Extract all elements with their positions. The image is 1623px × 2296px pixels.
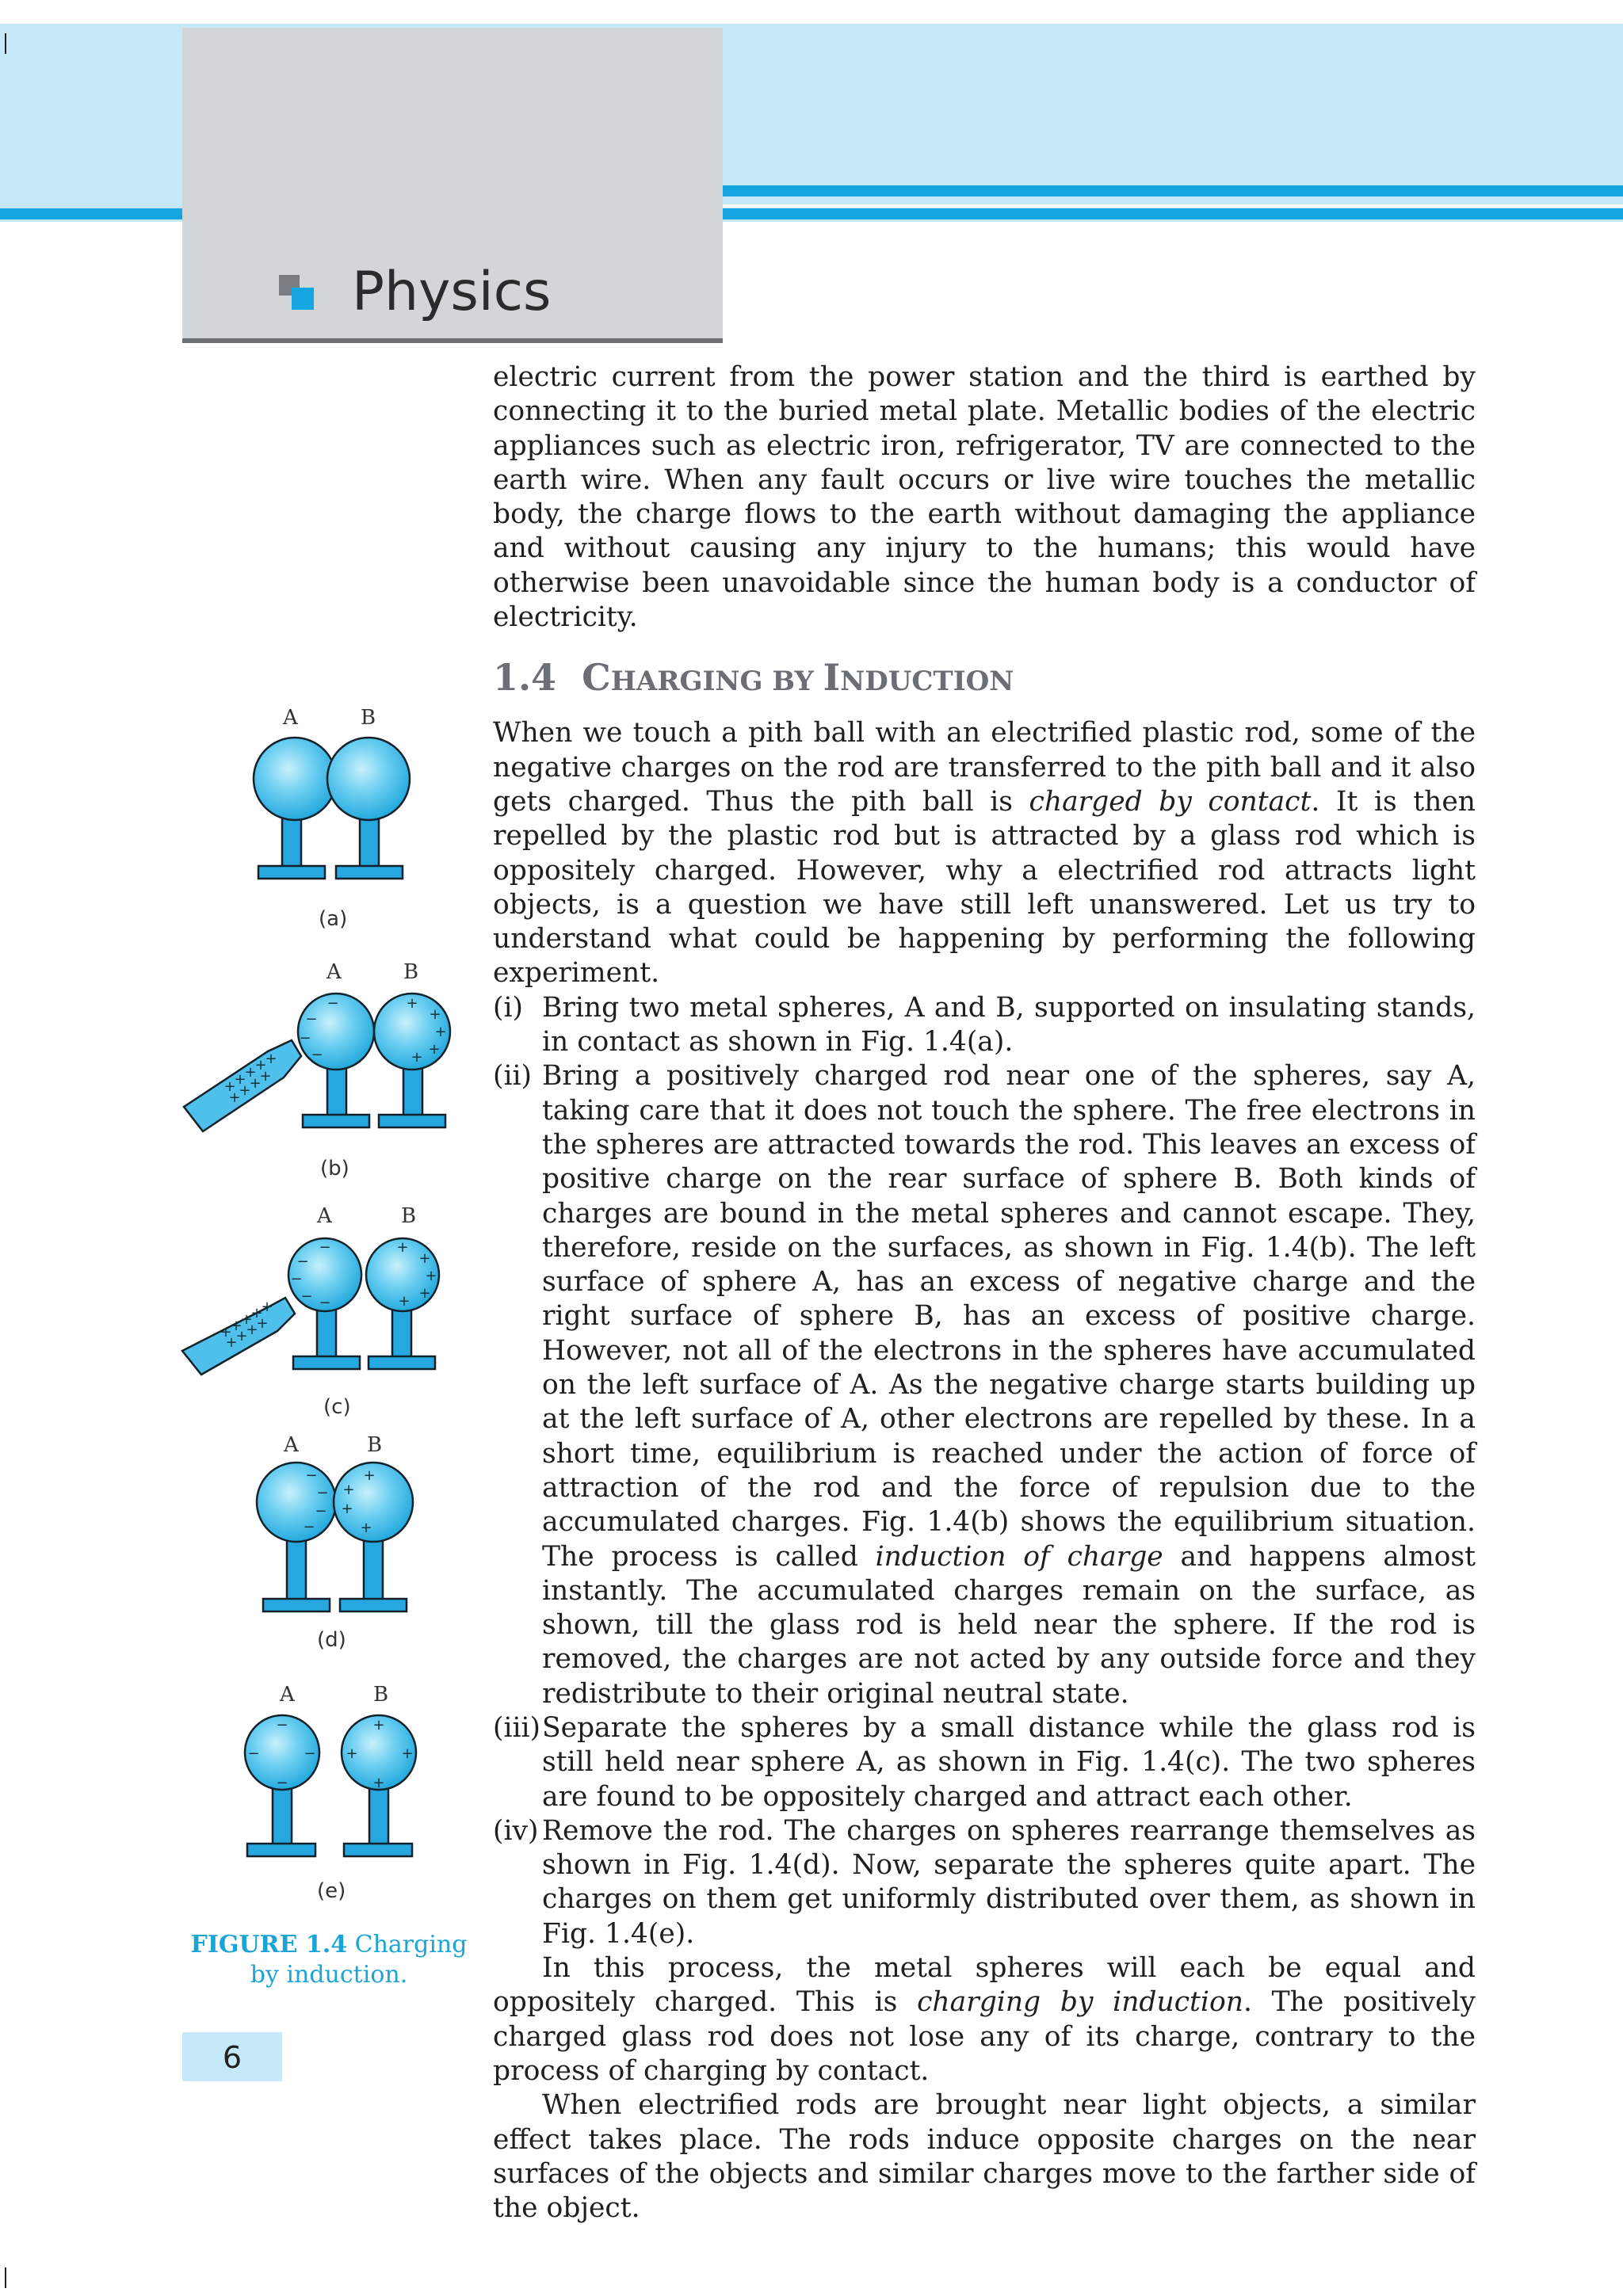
svg-text:+: +: [228, 1089, 241, 1106]
svg-text:−: −: [316, 1485, 329, 1501]
svg-text:+: +: [346, 1745, 358, 1762]
svg-text:−: −: [305, 1467, 318, 1484]
section-title-part: C: [582, 656, 611, 700]
label-sphere-b: B: [361, 706, 376, 730]
svg-text:−: −: [304, 1745, 316, 1762]
step-number: (iii): [493, 1711, 541, 1744]
svg-text:+: +: [244, 1064, 257, 1081]
label-sphere-b: B: [401, 1204, 417, 1228]
svg-text:−: −: [311, 1047, 323, 1063]
svg-text:−: −: [315, 1503, 327, 1520]
svg-text:+: +: [372, 1717, 385, 1733]
step-text: Bring two metal spheres, A and B, supported on insulating stands, in contact as shown in Fig. 1.4(a).: [542, 991, 1476, 1058]
svg-text:+: +: [223, 1078, 236, 1095]
svg-text:+: +: [250, 1305, 263, 1322]
svg-text:+: +: [220, 1324, 232, 1341]
svg-text:+: +: [418, 1285, 431, 1302]
subfigure-label-b: (b): [320, 1157, 349, 1180]
step-number: (i): [493, 991, 523, 1024]
svg-text:+: +: [225, 1334, 238, 1351]
figure-a-apparatus: [254, 738, 410, 879]
svg-text:−: −: [247, 1745, 260, 1762]
svg-text:+: +: [418, 1250, 431, 1267]
text-run: . It is then repelled by the plastic rod but is attracted by a glass rod which is oppositely charged. However, why a electrified rod attracts light objects, is a question we have still left unanswered. Let us try to understand what could be happening by performing the following experiment.: [493, 785, 1476, 990]
emphasis-text: induction of charge: [875, 1540, 1163, 1573]
figure-caption-text: Charging by induction.: [250, 1931, 468, 1989]
step-text: Separate the spheres by a small distance while the glass rod is still held near sphere A, as shown in Fig. 1.4(c). The two spheres are found to be oppositely charged and attract each other.: [542, 1711, 1476, 1813]
label-sphere-a: A: [280, 1683, 295, 1707]
label-sphere-b: B: [403, 960, 419, 984]
svg-text:+: +: [401, 1745, 414, 1762]
svg-text:+: +: [411, 1049, 423, 1066]
figure-caption-number: FIGURE 1.4: [190, 1931, 348, 1958]
svg-text:−: −: [305, 1011, 318, 1028]
svg-text:−: −: [299, 1030, 311, 1047]
label-sphere-b: B: [373, 1683, 389, 1707]
paragraph-light-objects: When electrified rods are brought near light objects, a similar effect takes place. The rods induce opposite charges on the near surfaces of the objects and similar charges move to the farther side of the object.: [493, 2089, 1476, 2225]
svg-text:+: +: [256, 1315, 269, 1332]
svg-text:+: +: [259, 1068, 272, 1085]
step-number: (iv): [493, 1814, 539, 1847]
svg-text:+: +: [234, 1071, 246, 1088]
section-title-part: NDUCTION: [840, 666, 1014, 698]
step-text: Remove the rod. The charges on spheres rearrange themselves as shown in Fig. 1.4(d). Now, separate the spheres quite apart. The charges on them get uniformly distributed over them, as shown in Fig. 1.4(e).: [542, 1814, 1476, 1950]
section-title-part: I: [823, 656, 841, 700]
svg-text:+: +: [429, 1006, 441, 1023]
step-text: and happens almost instantly. The accumulated charges remain on the surface, as shown, till the glass rod is held near the sphere. If the rod is removed, the charges are not acted by any outside force and they redistribute to their original neutral state.: [542, 1540, 1476, 1710]
label-sphere-a: A: [284, 1433, 299, 1457]
figure-e-apparatus: [245, 1715, 416, 1856]
svg-text:+: +: [254, 1057, 267, 1074]
label-sphere-b: B: [367, 1433, 383, 1457]
text-run: When we touch a pith ball with an electrified plastic rod, some of the negative charges on the rod are transferred to the pith ball and it also gets charged. Thus the pith ball is: [493, 717, 1476, 818]
svg-text:−: −: [296, 1253, 309, 1270]
section-number: 1.4: [493, 656, 557, 700]
svg-text:+: +: [428, 1041, 441, 1058]
svg-text:+: +: [341, 1501, 353, 1517]
svg-text:−: −: [290, 1271, 303, 1287]
subfigure-label-c: (c): [323, 1395, 351, 1419]
svg-text:+: +: [249, 1075, 262, 1092]
svg-text:+: +: [360, 1520, 372, 1536]
svg-text:−: −: [276, 1717, 288, 1733]
subfigure-label-a: (a): [319, 907, 348, 931]
svg-text:+: +: [363, 1467, 376, 1484]
svg-text:+: +: [261, 1299, 273, 1315]
subfigure-label-e: (e): [317, 1879, 346, 1903]
figure-caption: [187, 1930, 471, 1990]
svg-text:+: +: [425, 1268, 437, 1284]
step-text: Bring a positively charged rod near one of the spheres, say A, taking care that it does not touch the sphere. The free electrons in the spheres are attracted towards the rod. This leaves an excess of positive charge on the rear surface of sphere B. Both kinds of charges are bound in the metal spheres and cannot escape. They, therefore, reside on the surfaces, as shown in Fig. 1.4(b). The left surface of sphere A, has an excess of negative charge and the right surface of sphere B, has an excess of positive charge. However, not all of the electrons in the spheres have accumulated on the left surface of A. As the negative charge starts building up at the left surface of A, other electrons are repelled by these. In a short time, equilibrium is reached under the action of force of attraction of the rod and the force of repulsion due to the accumulated charges. Fig. 1.4(b) shows the equilibrium situation. The process is called: [542, 1060, 1476, 1573]
svg-text:+: +: [246, 1322, 258, 1338]
figure-d-apparatus: [257, 1463, 413, 1611]
svg-text:−: −: [319, 1295, 331, 1311]
intro-paragraph: electric current from the power station and the third is earthed by connecting it to the buried metal plate. Metallic bodies of the electric appliances such as electric iron, refrigerator, TV are connected to the earth wire. When any fault occurs or live wire touches the metallic body, the charge flows to the earth without damaging the appliance and without causing any injury to the humans; this would have otherwise been unavoidable since the human body is a conductor of electricity.: [493, 361, 1476, 634]
label-sphere-a: A: [317, 1204, 332, 1228]
svg-text:+: +: [239, 1082, 251, 1099]
subfigure-label-d: (d): [317, 1628, 346, 1652]
svg-text:+: +: [434, 1024, 447, 1040]
svg-text:−: −: [303, 1519, 315, 1535]
svg-text:−: −: [319, 1239, 331, 1256]
svg-text:−: −: [327, 995, 339, 1012]
text-run: In this process, the metal spheres will each be equal and oppositely charged. This is: [493, 1952, 1476, 2019]
svg-text:+: +: [240, 1311, 253, 1328]
section-title-part: HARGING BY: [610, 666, 823, 698]
page-number: 6: [222, 2040, 242, 2075]
svg-text:+: +: [406, 995, 418, 1012]
subject-title: Physics: [352, 261, 552, 323]
svg-text:+: +: [396, 1239, 409, 1256]
svg-text:+: +: [342, 1482, 355, 1498]
svg-text:+: +: [398, 1293, 411, 1310]
svg-text:+: +: [235, 1328, 248, 1344]
emphasis-text: charging by induction: [917, 1986, 1243, 2019]
svg-text:+: +: [230, 1318, 242, 1334]
svg-text:−: −: [276, 1775, 288, 1791]
text-run: . The positively charged glass rod does not lose any of its charge, contrary to the process of charging by contact.: [493, 1986, 1476, 2087]
svg-text:+: +: [372, 1775, 385, 1791]
label-sphere-a: A: [283, 706, 298, 730]
svg-text:−: −: [300, 1288, 313, 1305]
page-number-box: [182, 2032, 282, 2081]
emphasis-text: charged by contact: [1029, 785, 1312, 818]
step-number: (ii): [493, 1060, 532, 1093]
label-sphere-a: A: [327, 960, 342, 984]
svg-text:+: +: [265, 1051, 277, 1067]
